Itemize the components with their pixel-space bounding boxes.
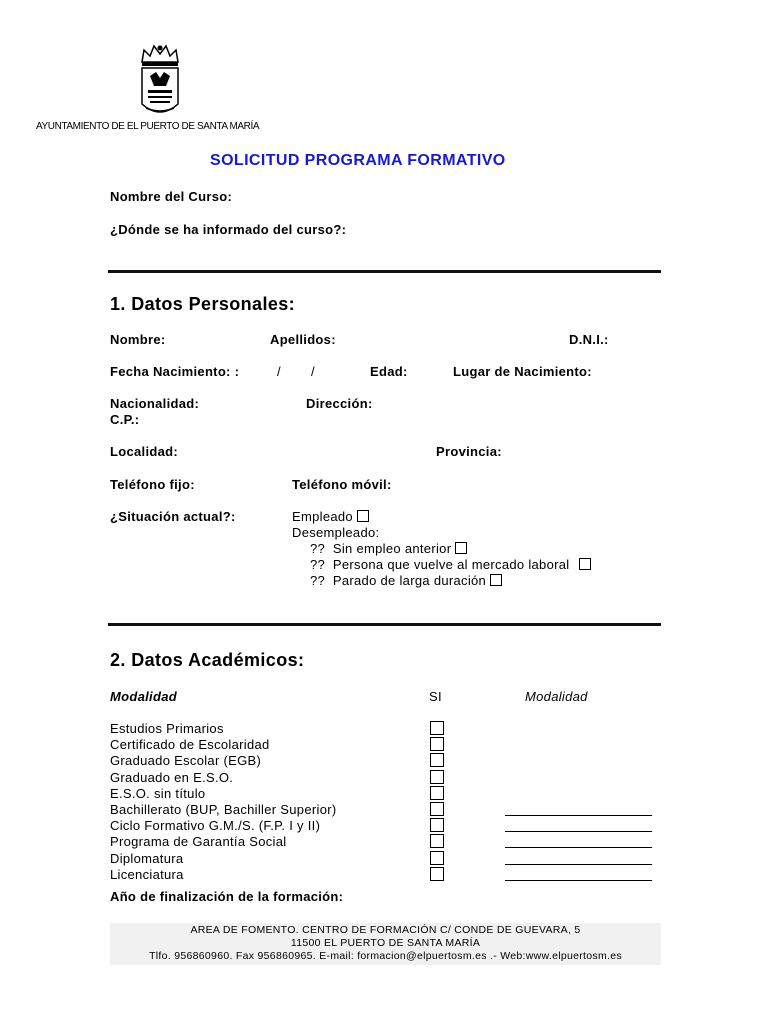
study-level-checkbox[interactable] [430,786,444,800]
study-level-label: Ciclo Formativo G.M./S. (F.P. I y II) [110,818,321,834]
long-term-unemployed-checkbox[interactable] [490,574,502,586]
study-level-checkbox[interactable] [430,867,444,881]
study-level-label: Diplomatura [110,850,184,866]
birthplace-label: Lugar de Nacimiento: [453,364,592,379]
birthdate-label: Fecha Nacimiento: : [110,364,240,379]
footer-line-2: 11500 EL PUERTO DE SANTA MARÍA [290,937,481,949]
study-level-checkbox[interactable] [430,802,444,816]
employed-label: Empleado [292,509,353,524]
dni-label: D.N.I.: [569,332,609,347]
study-level-label: Certificado de Escolaridad [110,737,270,753]
address-label: Dirección: [306,396,373,411]
end-year-label: Año de finalización de la formación: [110,889,344,904]
date-separator: / [277,364,281,379]
option-label: Parado de larga duración [332,573,487,588]
date-separator: / [311,364,315,379]
yes-column-header: SI [429,689,442,704]
study-level-label: Licenciatura [110,866,184,882]
modality-input-line[interactable] [505,847,652,848]
landline-phone-label: Teléfono fijo: [110,477,195,492]
study-level-label: Graduado Escolar (EGB) [110,753,262,769]
study-level-checkbox[interactable] [430,818,444,832]
study-level-label: Estudios Primarios [110,721,224,736]
study-level-label: Bachillerato (BUP, Bachiller Superior) [110,802,337,817]
municipal-coat-of-arms-logo [136,42,184,122]
modality-column-header-2: Modalidad [525,689,588,704]
footer-line-3: Tlfo. 956860960. Fax 956860965. E-mail: formacion@elpuertosm.es .- Web:www.elpuertosm.es [149,950,622,962]
section-divider [108,270,661,273]
section-divider [108,623,661,626]
unemployed-option [310,541,467,556]
returning-to-work-checkbox[interactable] [579,558,591,570]
option-label: Sin empleo anterior [332,541,452,556]
modality-input-line[interactable] [505,864,652,865]
form-title: SOLICITUD PROGRAMA FORMATIVO [210,152,506,169]
name-label: Nombre: [110,332,166,347]
modality-column-header: Modalidad [110,689,177,704]
locality-label: Localidad: [110,444,179,459]
study-level-checkbox[interactable] [430,851,444,865]
unemployed-option [310,573,502,588]
modality-input-line[interactable] [505,831,652,832]
study-level-label: Graduado en E.S.O. [110,769,234,785]
mobile-phone-label: Teléfono móvil: [292,477,392,492]
info-source-label: ¿Dónde se ha informado del curso?: [110,222,347,237]
unemployed-label: Desempleado: [292,525,380,540]
postal-code-label: C.P.: [110,412,140,427]
study-level-label: E.S.O. sin título [110,785,206,801]
study-level-label: Programa de Garantía Social [110,834,287,850]
no-previous-job-checkbox[interactable] [455,542,467,554]
age-label: Edad: [370,364,408,379]
course-name-label: Nombre del Curso: [110,189,233,204]
academic-data-heading: 2. Datos Académicos: [110,650,305,670]
option-bullet: ?? [310,557,326,572]
option-bullet: ?? [310,573,326,588]
modality-input-line[interactable] [505,880,652,881]
option-bullet: ?? [310,541,326,556]
study-level-checkbox[interactable] [430,721,444,735]
option-label: Persona que vuelve al mercado laboral [332,557,570,572]
nationality-label: Nacionalidad: [110,396,200,411]
unemployed-option [310,557,591,572]
study-level-checkbox[interactable] [430,737,444,751]
study-level-checkbox[interactable] [430,770,444,784]
footer-line-1: AREA DE FOMENTO. CENTRO DE FORMACIÓN C/ CONDE DE GUEVARA, 5 [190,924,581,936]
situation-label: ¿Situación actual?: [110,509,236,524]
employed-option [292,509,369,524]
study-level-checkbox[interactable] [430,753,444,767]
organization-name: AYUNTAMIENTO DE EL PUERTO DE SANTA MARÍA [36,121,260,132]
province-label: Provincia: [436,444,502,459]
employed-checkbox[interactable] [357,510,369,522]
surname-label: Apellidos: [270,332,336,347]
modality-input-line[interactable] [505,815,652,816]
study-level-checkbox[interactable] [430,834,444,848]
footer [110,923,661,965]
personal-data-heading: 1. Datos Personales: [110,294,296,314]
